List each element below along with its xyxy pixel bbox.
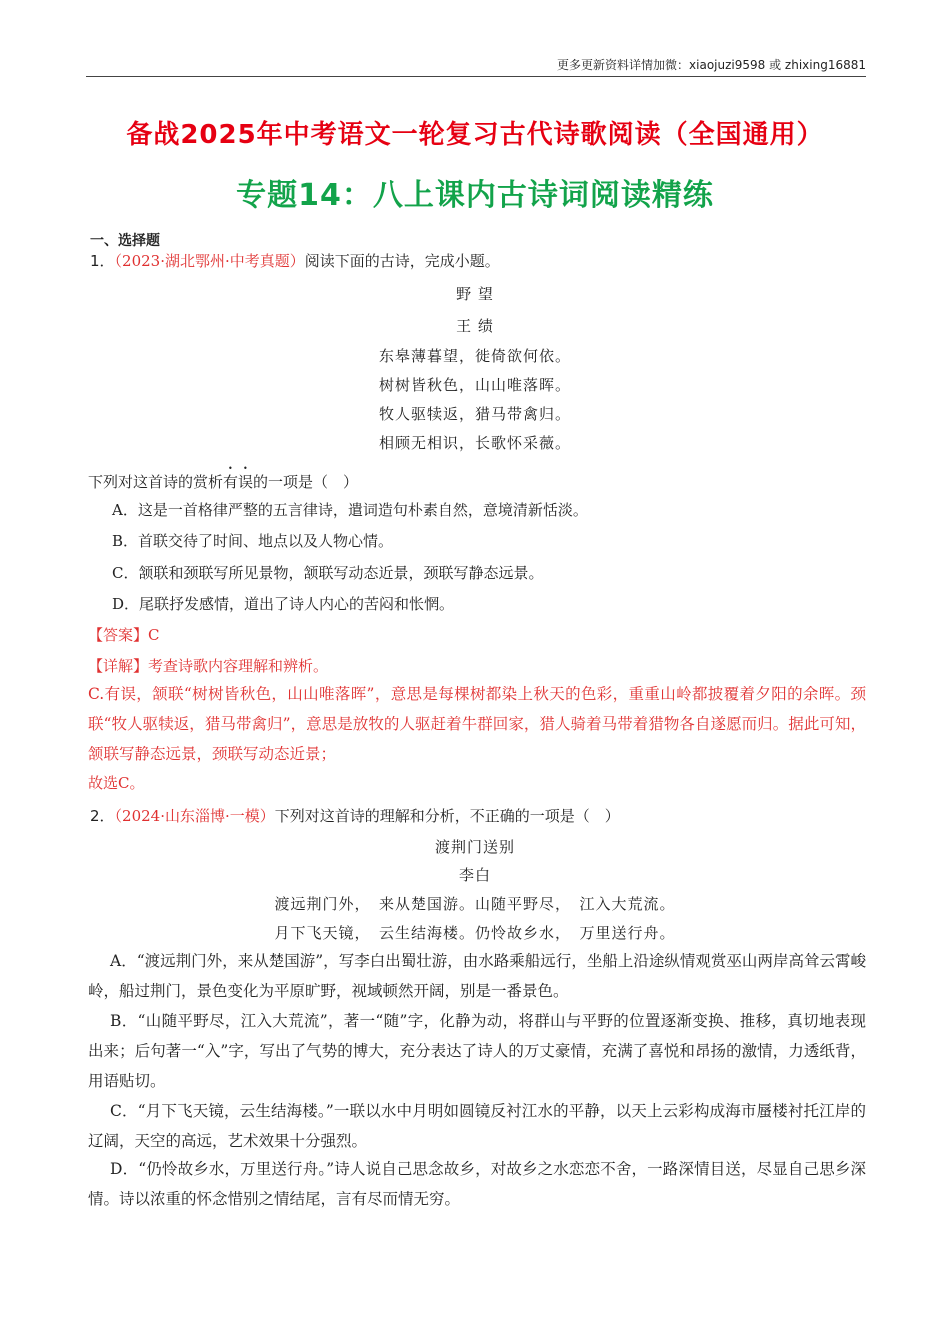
q2-poem-line: 渡远荆门外， 来从楚国游。山随平野尽， 江入大荒流。 <box>274 895 676 913</box>
q1-poem-author: 王 绩 <box>456 317 494 335</box>
q1-poem-line: 牧人驱犊返，猎马带禽归。 <box>378 405 571 423</box>
q1-question-post: 的一项是（ ） <box>253 473 359 491</box>
q1-stem: 阅读下面的古诗，完成小题。 <box>304 252 500 270</box>
q1-analysis-body: C.有误，颔联“树树皆秋色，山山唯落晖”，意思是每棵树都染上秋天的色彩，重重山岭都披覆着夕阳的余晖。颈联“牧人驱犊返，猎马带禽归”，意思是放牧的人驱赶着牛群回家，猎人骑着马带着猎物各自遂愿而归。据此可知，颔联写静态远景，颈联写动态近景； <box>88 685 866 763</box>
q2-poem-title: 渡荆门送别 <box>434 838 515 856</box>
analysis-lead: 考查诗歌内容理解和辨析。 <box>148 657 329 675</box>
q2-number: 2． <box>90 807 115 825</box>
q1-analysis-lead <box>88 655 328 676</box>
q1-source: （2023·湖北鄂州·中考真题） <box>114 252 305 270</box>
q1-conclusion: 故选C。 <box>88 774 145 792</box>
answer-value: C <box>148 626 160 644</box>
q1-stem-line <box>90 250 500 271</box>
q2-poem-author: 李白 <box>458 866 491 884</box>
q1-poem-line: 东皋薄暮望，徙倚欲何依。 <box>378 347 571 365</box>
q2-source: （2024·山东淄博·一模） <box>114 807 275 825</box>
q2-option-c: C．“月下飞天镜，云生结海楼。”一联以水中月明如圆镜反衬江水的平静，以天上云彩构成海市蜃楼衬托江岸的辽阔，天空的高远，艺术效果十分强烈。 <box>88 1102 866 1150</box>
q1-option-c: C．颔联和颈联写所见景物，颔联写动态近景，颈联写静态远景。 <box>112 564 544 582</box>
q1-answer <box>88 624 160 645</box>
q2-option-d: D．“仍怜故乡水，万里送行舟。”诗人说自己思念故乡，对故乡之水恋恋不舍，一路深情目送，尽显自己思乡深情。诗以浓重的怀念惜别之情结尾，言有尽而情无穷。 <box>88 1160 866 1208</box>
q1-question <box>88 464 358 492</box>
q1-number: 1． <box>90 252 115 270</box>
q1-poem-title: 野 望 <box>456 285 494 303</box>
document-subtitle: 专题14：八上课内古诗词阅读精练 <box>236 178 714 213</box>
q1-question-pre: 下列对这首诗的赏析 <box>88 473 224 491</box>
document-title: 备战2025年中考语文一轮复习古代诗歌阅读（全国通用） <box>126 120 824 150</box>
q2-poem-line: 月下飞天镜， 云生结海楼。仍怜故乡水， 万里送行舟。 <box>274 924 676 942</box>
analysis-label: 【详解】 <box>88 657 149 675</box>
header-divider <box>86 76 866 77</box>
q1-option-b: B．首联交待了时间、地点以及人物心情。 <box>112 532 394 550</box>
q1-question-emphasis: 有误 <box>223 473 254 491</box>
q1-option-a: A．这是一首格律严整的五言律诗，遣词造句朴素自然，意境清新恬淡。 <box>112 501 588 519</box>
answer-label: 【答案】 <box>88 626 149 644</box>
section-heading: 一、选择题 <box>90 233 160 249</box>
q2-stem: 下列对这首诗的理解和分析，不正确的一项是（ ） <box>274 807 620 825</box>
q2-stem-line <box>90 805 620 826</box>
q1-poem-line: 树树皆秋色，山山唯落晖。 <box>378 376 571 394</box>
header-note: 更多更新资料详情加微：xiaojuzi9598 或 zhixing16881 <box>557 58 866 72</box>
q1-poem-line: 相顾无相识，长歌怀采薇。 <box>378 434 571 452</box>
q2-option-a: A．“渡远荆门外，来从楚国游”，写李白出蜀壮游，由水路乘船远行，坐船上沿途纵情观赏巫山两岸高耸云霄峻岭，船过荆门，景色变化为平原旷野，视域顿然开阔，别是一番景色。 <box>88 952 866 1000</box>
q2-option-b: B．“山随平野尽，江入大荒流”，著一“随”字，化静为动，将群山与平野的位置逐渐变换、推移，真切地表现出来；后句著一“入”字，写出了气势的博大，充分表达了诗人的万丈豪情，充满了喜悦和昂扬的激情，力透纸背，用语贴切。 <box>88 1012 866 1090</box>
q1-option-d: D．尾联抒发感情，道出了诗人内心的苦闷和怅惘。 <box>112 595 455 613</box>
